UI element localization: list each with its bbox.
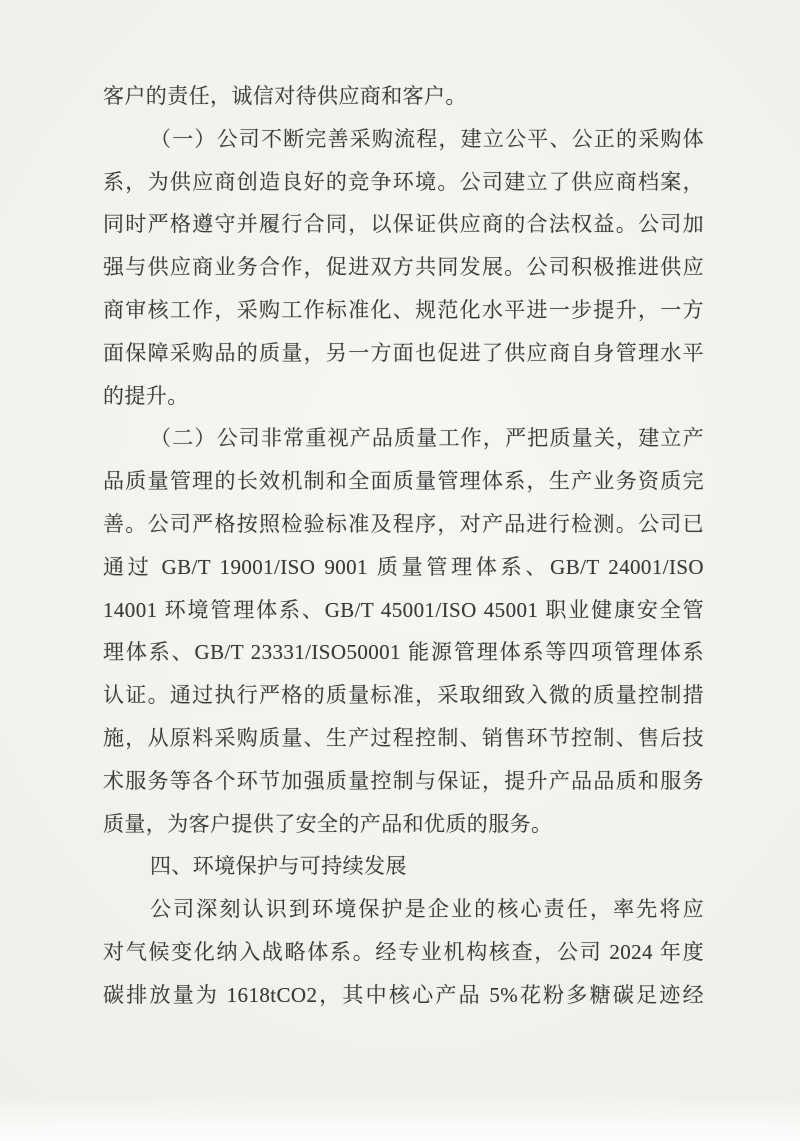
text-line: 质量，为客户提供了安全的产品和优质的服务。 [103, 811, 553, 836]
text-line: 品质量管理的长效机制和全面质量管理体系，生产业务资质完 [103, 469, 704, 494]
document-body [103, 75, 704, 1017]
text-line: 强与供应商业务合作，促进双方共同发展。公司积极推进供应 [103, 255, 704, 280]
text-line: 理体系、GB/T 23331/ISO50001 能源管理体系等四项管理体系 [103, 640, 704, 665]
text-line: 善。公司严格按照检验标准及程序，对产品进行检测。公司已 [103, 511, 704, 536]
text-line: 客户的责任，诚信对待供应商和客户。 [103, 84, 467, 108]
text-line: 商审核工作，采购工作标准化、规范化水平进一步提升，一方 [103, 297, 704, 322]
text-line: 对气候变化纳入战略体系。经专业机构核查，公司 2024 年度 [103, 939, 704, 964]
text-line: （一）公司不断完善采购流程，建立公平、公正的采购体 [150, 126, 704, 151]
scan-bottom-edge [0, 1095, 800, 1141]
text-line: （二）公司非常重视产品质量工作，严把质量关，建立产 [150, 426, 704, 451]
text-line: 公司深刻认识到环境保护是企业的核心责任，率先将应 [150, 897, 704, 922]
text-line: 14001 环境管理体系、GB/T 45001/ISO 45001 职业健康安全管 [103, 597, 704, 622]
text-line: 通过 GB/T 19001/ISO 9001 质量管理体系、GB/T 24001/ISO [103, 554, 704, 579]
text-line: 碳排放量为 1618tCO2，其中核心产品 5%花粉多糖碳足迹经 [103, 982, 704, 1007]
text-line: 系，为供应商创造良好的竞争环境。公司建立了供应商档案， [103, 169, 704, 194]
text-line: 同时严格遵守并履行合同，以保证供应商的合法权益。公司加 [103, 212, 704, 237]
text-line: 认证。通过执行严格的质量标准，采取细致入微的质量控制措 [103, 683, 704, 708]
text-line: 四、环境保护与可持续发展 [150, 854, 407, 879]
text-line: 施，从原料采购质量、生产过程控制、销售环节控制、售后技 [103, 725, 704, 750]
text-line: 面保障采购品的质量，另一方面也促进了供应商自身管理水平 [103, 340, 704, 365]
text-line: 术服务等各个环节加强质量控制与保证，提升产品品质和服务 [103, 768, 704, 793]
text-line: 的提升。 [103, 383, 189, 408]
